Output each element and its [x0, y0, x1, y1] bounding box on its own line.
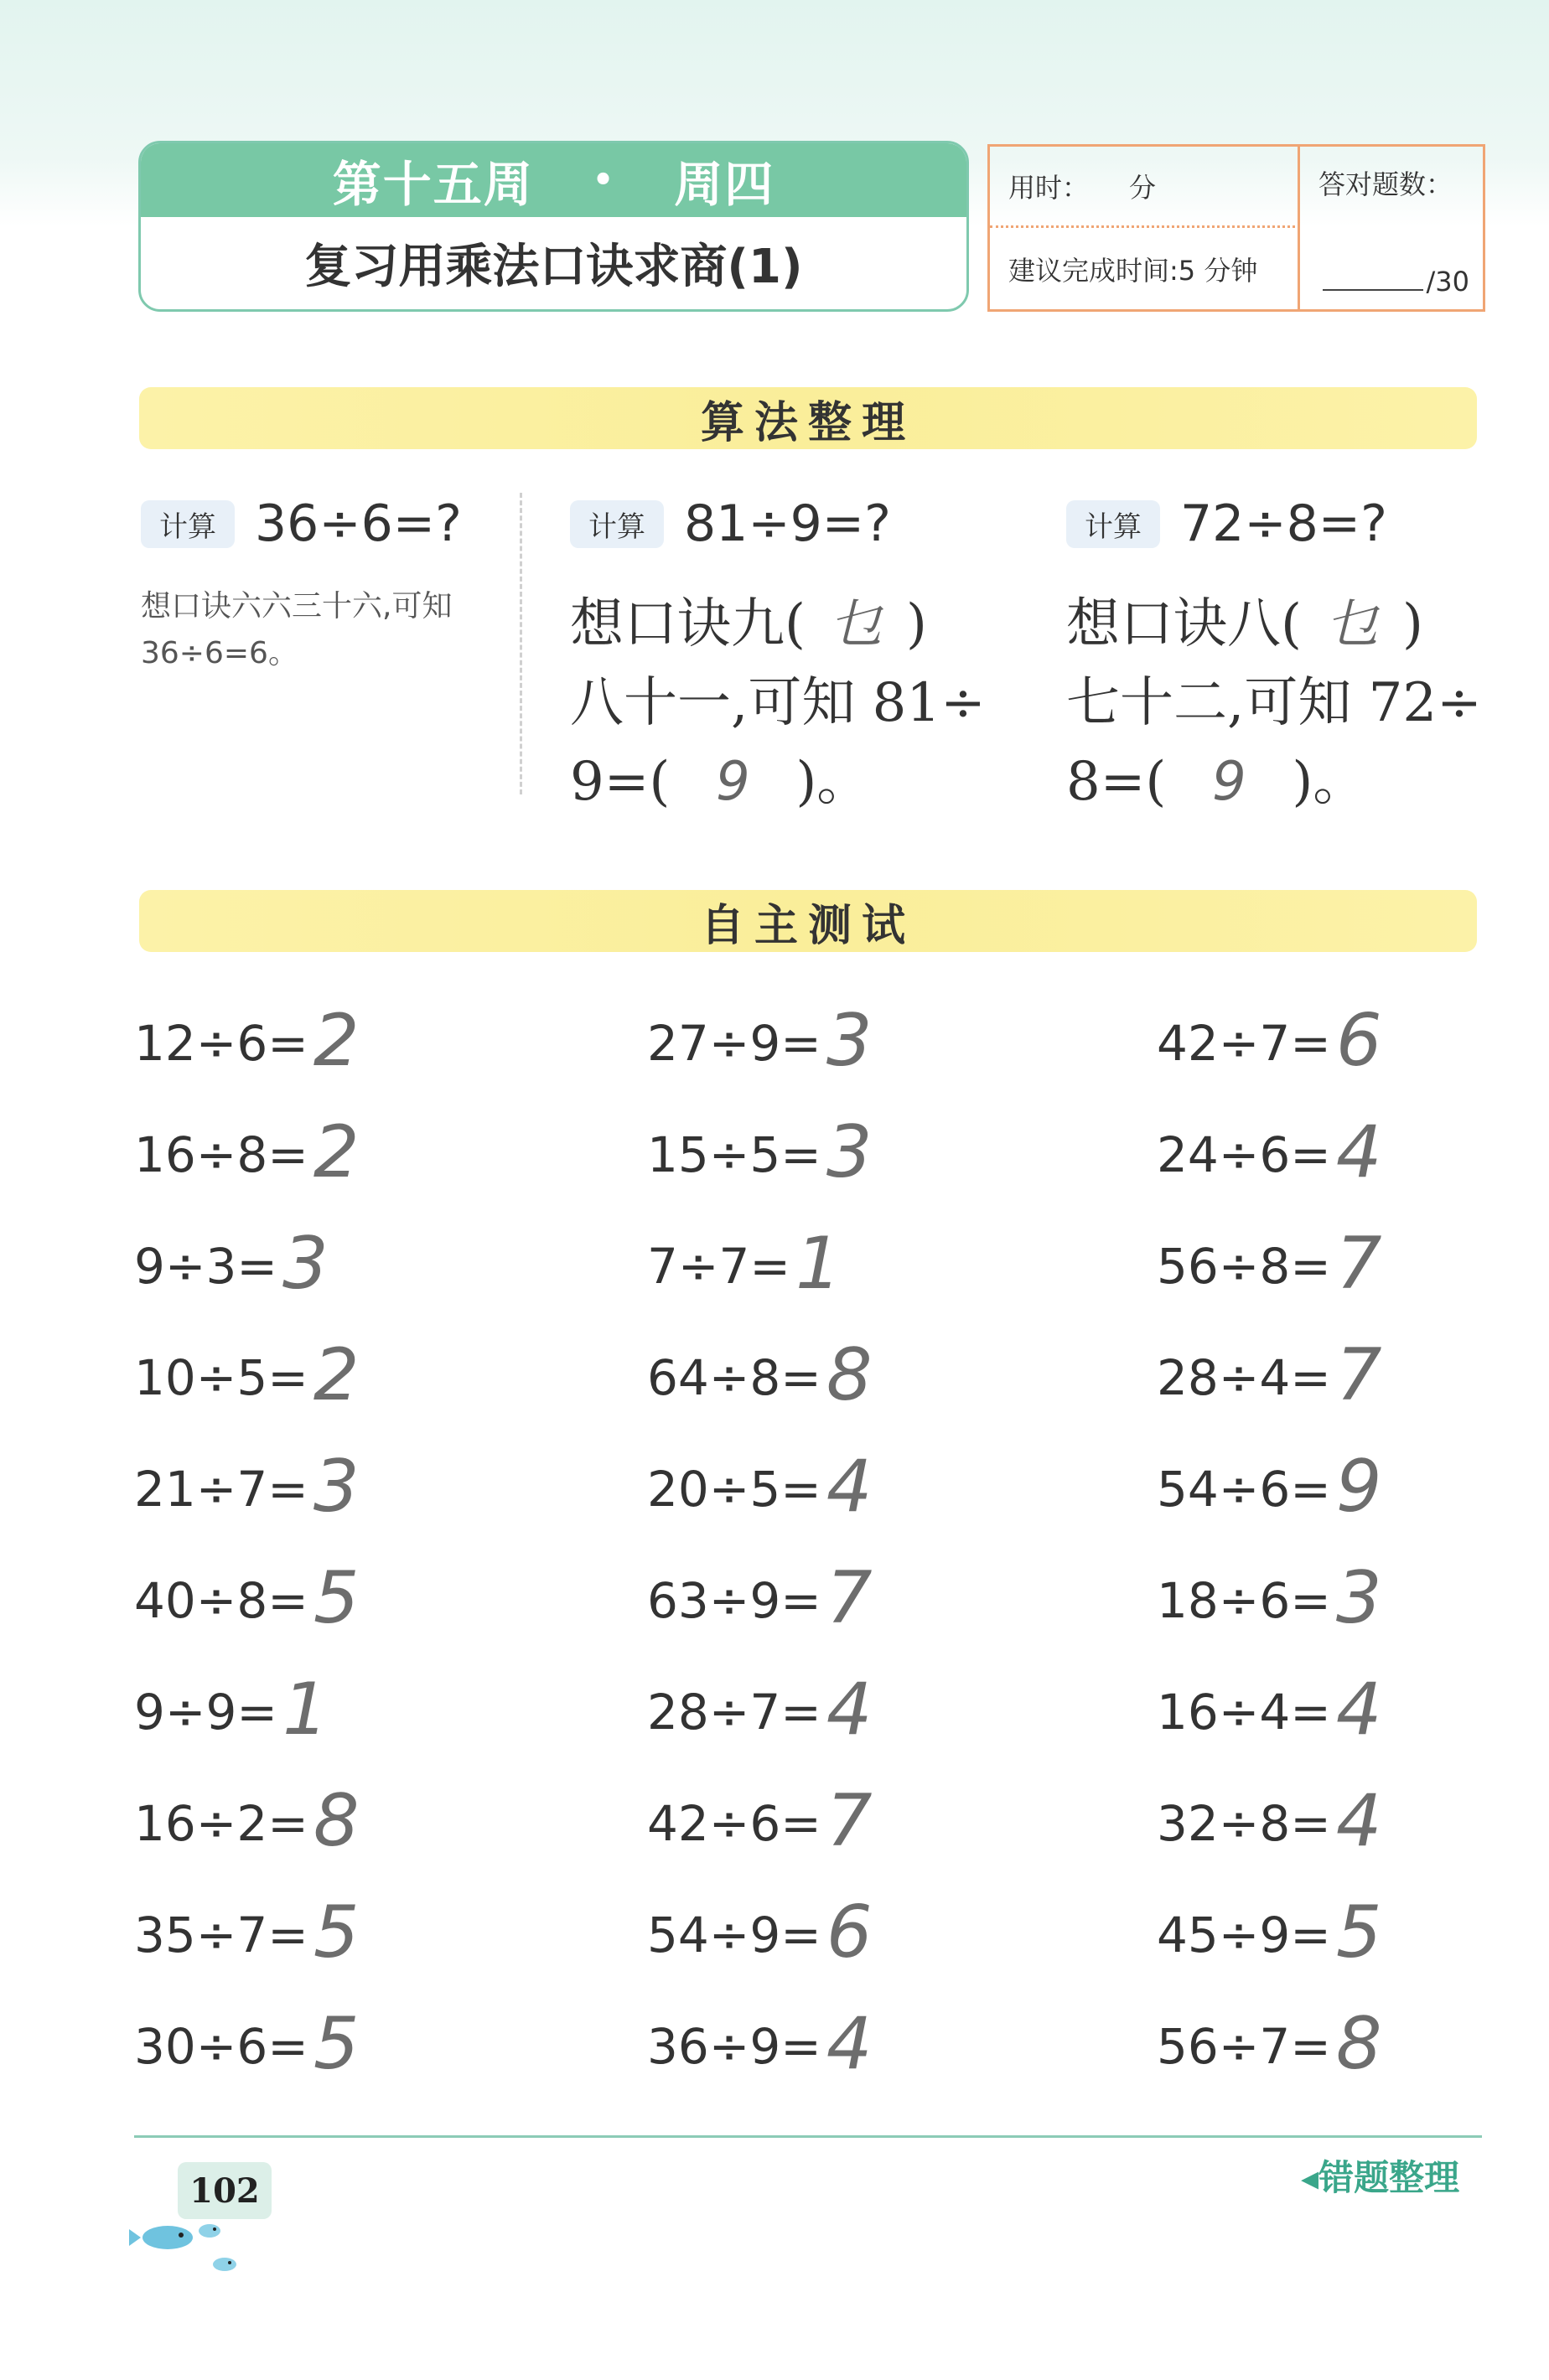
example-3 [1066, 494, 1482, 821]
handwritten-answer: 4 [1335, 1668, 1382, 1751]
problem [134, 1110, 360, 1194]
footer-divider [134, 2135, 1482, 2138]
lesson-title-box [138, 141, 969, 312]
problem-text: 54÷9= [647, 1907, 821, 1964]
problem [1157, 1779, 1382, 1863]
calc-pill: 计算 [1066, 500, 1160, 548]
problem [1157, 1445, 1382, 1529]
handwritten-answer: 8 [826, 1333, 873, 1417]
section-title-bar: 算法整理 [139, 387, 1477, 449]
problem [647, 1891, 873, 1974]
handwritten-answer: 7 [826, 1779, 873, 1863]
handwritten-answer: 2 [313, 1333, 360, 1417]
handwritten-answer: 9 [1211, 751, 1246, 813]
handwritten-answer: 5 [313, 1891, 360, 1974]
example-equation: 36÷6=? [255, 494, 462, 553]
handwritten-answer: 乜 [828, 593, 883, 655]
score-field [1323, 266, 1470, 298]
handwritten-answer: 7 [826, 1556, 873, 1640]
calc-pill: 计算 [141, 500, 235, 548]
separator-dot: • [592, 161, 616, 199]
time-used-field: 用时： 分 [990, 147, 1300, 228]
problem [647, 1779, 873, 1863]
problem-text: 28÷4= [1157, 1349, 1331, 1406]
problem [1157, 1222, 1382, 1306]
example-1 [141, 494, 501, 677]
example-result: 36÷6=6。 [141, 636, 298, 670]
problem [647, 1333, 873, 1417]
problem [647, 1110, 873, 1194]
section-title-bar: 自主测试 [139, 890, 1477, 952]
calc-pill: 计算 [570, 500, 664, 548]
handwritten-answer: 1 [795, 1222, 842, 1306]
handwritten-answer: 7 [1335, 1333, 1382, 1417]
problem-text: 7÷7= [647, 1238, 790, 1295]
problem [1157, 2002, 1382, 2086]
handwritten-answer: 6 [826, 1891, 873, 1974]
problem-text: 21÷7= [134, 1461, 308, 1518]
problem-text: 64÷8= [647, 1349, 821, 1406]
problem [1157, 1891, 1382, 1974]
problem [647, 1556, 873, 1640]
problem-text: 40÷8= [134, 1572, 308, 1629]
problem-text: 54÷6= [1157, 1461, 1331, 1518]
problem [647, 1222, 842, 1306]
info-table [987, 144, 1485, 312]
handwritten-answer: 4 [826, 1668, 873, 1751]
bracket: ) [1401, 593, 1423, 655]
handwritten-answer: 7 [1335, 1222, 1382, 1306]
problem [1157, 1110, 1382, 1194]
problem [134, 999, 360, 1083]
handwritten-answer: 8 [1335, 2002, 1382, 2086]
problem-text: 28÷7= [647, 1684, 821, 1741]
handwritten-answer: 3 [1335, 1556, 1382, 1640]
handwritten-answer: 5 [1335, 1891, 1382, 1974]
bracket-end: )。 [795, 751, 871, 813]
example-equation: 81÷9=? [684, 494, 891, 553]
handwritten-answer: 3 [826, 999, 873, 1083]
recall-text: 想口诀九( [570, 593, 806, 655]
problem [134, 1668, 329, 1751]
problem-text: 16÷2= [134, 1795, 308, 1852]
handwritten-answer: 2 [313, 999, 360, 1083]
lesson-title: 复习用乘法口诀求商(1) [304, 240, 803, 294]
problem [647, 1668, 873, 1751]
problem [647, 1445, 873, 1529]
quotient-text: 9=( [570, 751, 671, 813]
problem-text: 63÷9= [647, 1572, 821, 1629]
problem-text: 36÷9= [647, 2018, 821, 2075]
problem [1157, 1556, 1382, 1640]
handwritten-answer: 3 [282, 1222, 329, 1306]
recall-text: 想口诀八( [1066, 593, 1302, 655]
problem [647, 2002, 873, 2086]
problem [134, 1556, 360, 1640]
divider [520, 493, 522, 794]
example-text: 想口诀六六三十六,可知 [141, 589, 453, 623]
handwritten-answer: 3 [826, 1110, 873, 1194]
correct-count-label: 答对题数： [1318, 168, 1453, 200]
page-number: 102 [178, 2162, 272, 2219]
problem-text: 9÷3= [134, 1238, 277, 1295]
quotient-text: 8=( [1066, 751, 1167, 813]
problem-text: 56÷8= [1157, 1238, 1331, 1295]
problem-text: 45÷9= [1157, 1907, 1331, 1964]
problem [1157, 999, 1382, 1083]
problem [1157, 1668, 1382, 1751]
handwritten-answer: 2 [313, 1110, 360, 1194]
problem-text: 18÷6= [1157, 1572, 1331, 1629]
problem-text: 42÷7= [1157, 1015, 1331, 1072]
handwritten-answer: 1 [282, 1668, 329, 1751]
problem [647, 999, 873, 1083]
problem-text: 24÷6= [1157, 1126, 1331, 1183]
problem [134, 1445, 360, 1529]
score-cell [1300, 147, 1483, 309]
handwritten-answer: 4 [826, 1445, 873, 1529]
bracket: ) [905, 593, 927, 655]
handwritten-answer: 3 [313, 1445, 360, 1529]
recall-text-2: 八十一,可知 81÷ [570, 672, 986, 734]
problem-text: 10÷5= [134, 1349, 308, 1406]
problem [1157, 1333, 1382, 1417]
problem-text: 16÷8= [134, 1126, 308, 1183]
problem-text: 32÷8= [1157, 1795, 1331, 1852]
problem [134, 1779, 360, 1863]
problem-text: 56÷7= [1157, 2018, 1331, 2075]
fish-icon [126, 2212, 251, 2279]
handwritten-answer: 乜 [1324, 593, 1379, 655]
problem-text: 12÷6= [134, 1015, 308, 1072]
problem-text: 30÷6= [134, 2018, 308, 2075]
problem-text: 35÷7= [134, 1907, 308, 1964]
problem-text: 20÷5= [647, 1461, 821, 1518]
week-label: 第十五周 [332, 156, 534, 213]
handwritten-answer: 9 [1335, 1445, 1382, 1529]
problem-text: 27÷9= [647, 1015, 821, 1072]
handwritten-answer: 6 [1335, 999, 1382, 1083]
problem-text: 42÷6= [647, 1795, 821, 1852]
problem-text: 9÷9= [134, 1684, 277, 1741]
problem [134, 1333, 360, 1417]
handwritten-answer: 9 [715, 751, 750, 813]
handwritten-answer: 5 [313, 1556, 360, 1640]
suggested-time: 建议完成时间:5 分钟 [990, 228, 1300, 309]
handwritten-answer: 4 [1335, 1779, 1382, 1863]
week-day-banner [141, 143, 966, 217]
handwritten-answer: 4 [826, 2002, 873, 2086]
problem [134, 2002, 360, 2086]
recall-text-2: 七十二,可知 72÷ [1066, 672, 1482, 734]
problem-text: 16÷4= [1157, 1684, 1331, 1741]
handwritten-answer: 4 [1335, 1110, 1382, 1194]
handwritten-answer: 5 [313, 2002, 360, 2086]
score-total: /30 [1426, 266, 1469, 298]
bracket-end: )。 [1292, 751, 1367, 813]
problem [134, 1222, 329, 1306]
problem [134, 1891, 360, 1974]
error-review-link[interactable]: ◂错题整理 [1301, 2157, 1460, 2198]
example-2 [570, 494, 986, 821]
handwritten-answer: 8 [313, 1779, 360, 1863]
example-equation: 72÷8=? [1180, 494, 1387, 553]
problem-text: 15÷5= [647, 1126, 821, 1183]
day-label: 周四 [674, 156, 775, 213]
